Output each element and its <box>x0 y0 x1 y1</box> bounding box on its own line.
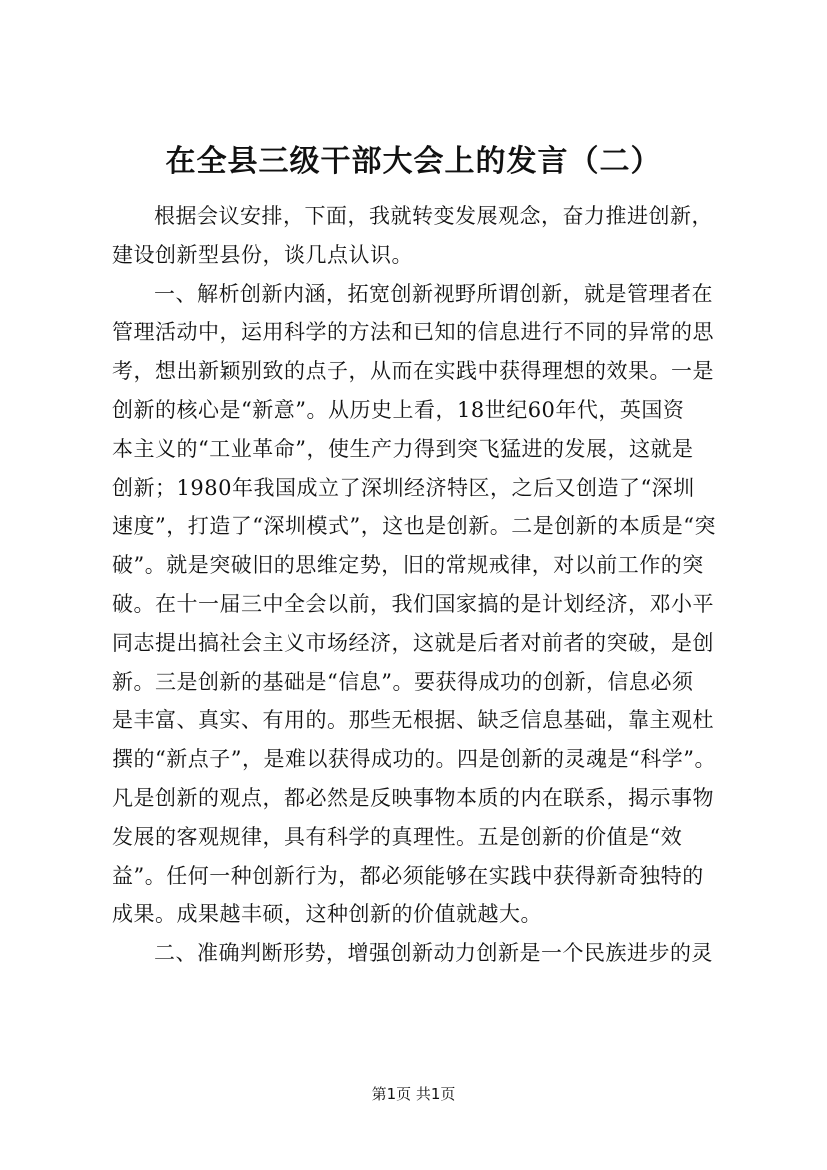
body-line: 凡是创新的观点，都必然是反映事物本质的内在联系，揭示事物 <box>112 785 714 810</box>
body-line: 考，想出新颖别致的点子，从而在实践中获得理想的效果。一是 <box>112 359 714 384</box>
document-title: 在全县三级干部大会上的发言（二） <box>165 144 662 179</box>
page-footer: 第1页 共1页 <box>371 1085 456 1103</box>
body-line: 速度”，打造了“深圳模式”，这也是创新。二是创新的本质是“突 <box>112 514 716 539</box>
body-line: 根据会议安排，下面，我就转变发展观念，奋力推进创新， <box>154 204 713 228</box>
body-line: 建设创新型县份，谈几点认识。 <box>112 242 413 267</box>
body-line: 发展的客观规律，具有科学的真理性。五是创新的价值是“效 <box>112 824 683 849</box>
body-line: 成果。成果越丰硕，这种创新的价值就越大。 <box>112 902 542 927</box>
document-body <box>112 197 742 973</box>
body-line: 二、准确判断形势，增强创新动力创新是一个民族进步的灵 <box>154 941 713 966</box>
body-line: 益”。任何一种创新行为，都必须能够在实践中获得新奇独特的 <box>112 863 704 888</box>
body-line: 创新的核心是“新意”。从历史上看，18世纪60年代，英国资 <box>112 397 685 422</box>
body-line: 撰的“新点子”，是难以获得成功的。四是创新的灵魂是“科学”。 <box>112 747 716 772</box>
body-line: 新。三是创新的基础是“信息”。要获得成功的创新，信息必须 <box>112 669 694 694</box>
body-line: 破。在十一届三中全会以前，我们国家搞的是计划经济，邓小平 <box>112 591 714 616</box>
body-line: 管理活动中，运用科学的方法和已知的信息进行不同的异常的思 <box>112 320 714 345</box>
body-line: 同志提出搞社会主义市场经济，这就是后者对前者的突破，是创 <box>112 630 714 655</box>
body-line: 破”。就是突破旧的思维定势，旧的常规戒律，对以前工作的突 <box>112 553 704 578</box>
body-line: 是丰富、真实、有用的。那些无根据、缺乏信息基础，靠主观杜 <box>112 708 714 733</box>
body-line: 本主义的“工业革命”，使生产力得到突飞猛进的发展，这就是 <box>112 436 694 461</box>
body-line: 创新；1980年我国成立了深圳经济特区，之后又创造了“深圳 <box>112 475 695 500</box>
body-line: 一、解析创新内涵，拓宽创新视野所谓创新，就是管理者在 <box>154 281 713 306</box>
